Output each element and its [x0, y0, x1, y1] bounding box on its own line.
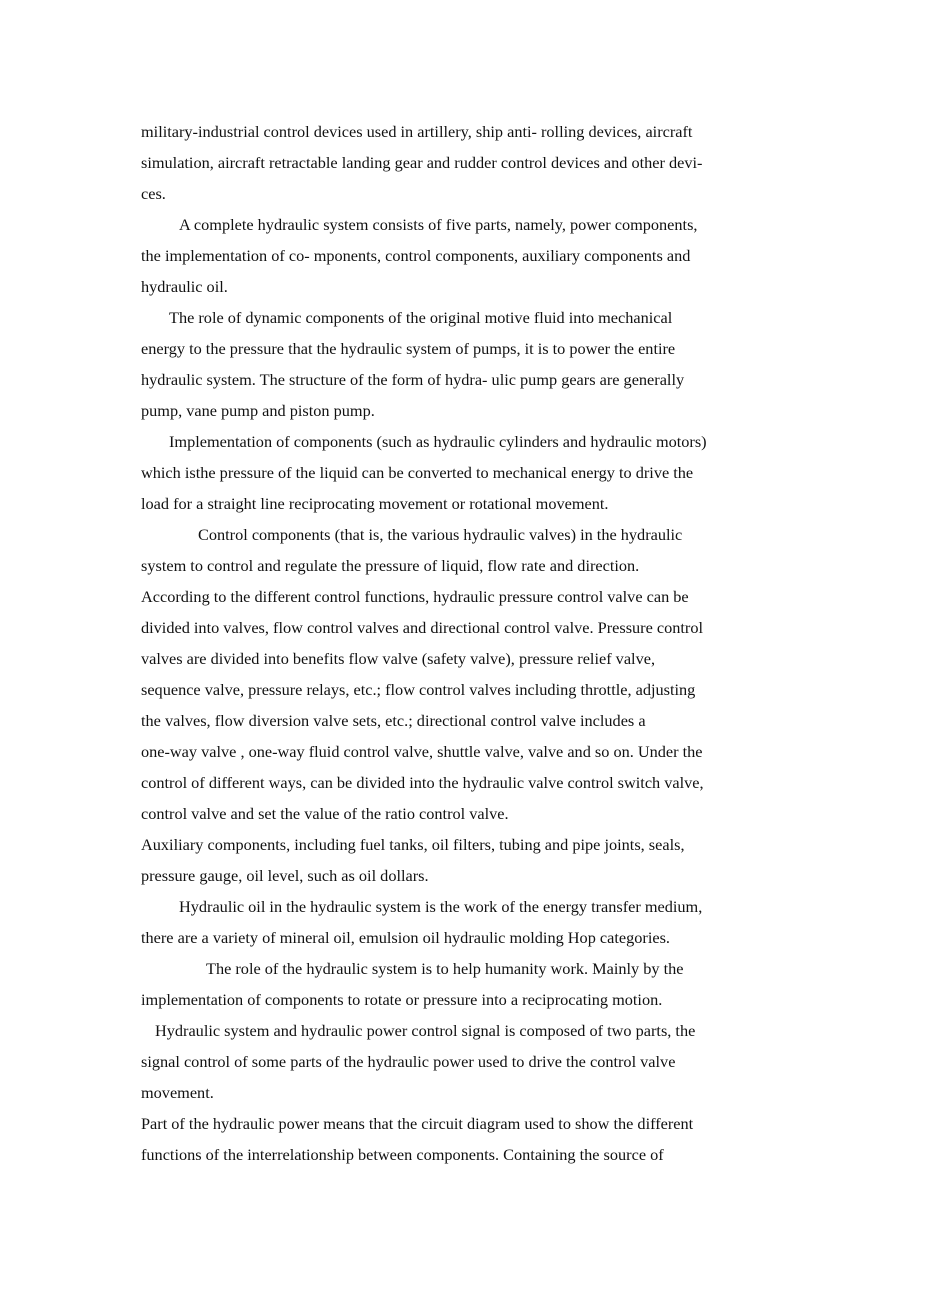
- paragraph: [141, 829, 791, 891]
- text-line: hydraulic system. The structure of the form of hydra- ulic pump gears are generally: [141, 370, 685, 389]
- text-line: one-way valve , one-way fluid control valve, shuttle valve, valve and so on. Under the: [141, 742, 703, 761]
- text-line: Hydraulic oil in the hydraulic system is the work of the energy transfer medium,: [179, 897, 703, 916]
- text-line: valves are divided into benefits flow valve (safety valve), pressure relief valve,: [141, 649, 656, 668]
- text-line: implementation of components to rotate or pressure into a reciprocating motion.: [141, 990, 663, 1009]
- document-body: [141, 116, 791, 1170]
- text-line: ces.: [141, 184, 166, 203]
- paragraph: [141, 891, 791, 953]
- text-line: load for a straight line reciprocating movement or rotational movement.: [141, 494, 609, 513]
- paragraph: [141, 426, 791, 519]
- text-line: signal control of some parts of the hydraulic power used to drive the control valve: [141, 1052, 676, 1071]
- text-line: Implementation of components (such as hydraulic cylinders and hydraulic motors): [169, 432, 707, 451]
- text-line: control valve and set the value of the ratio control valve.: [141, 804, 509, 823]
- text-line: The role of dynamic components of the original motive fluid into mechanical: [169, 308, 673, 327]
- text-line: Control components (that is, the various hydraulic valves) in the hydraulic: [198, 525, 683, 544]
- text-line: A complete hydraulic system consists of five parts, namely, power components,: [179, 215, 698, 234]
- text-line: control of different ways, can be divided into the hydraulic valve control switch valve,: [141, 773, 704, 792]
- text-line: there are a variety of mineral oil, emulsion oil hydraulic molding Hop categories.: [141, 928, 670, 947]
- text-line: energy to the pressure that the hydraulic system of pumps, it is to power the entire: [141, 339, 676, 358]
- text-line: Auxiliary components, including fuel tanks, oil filters, tubing and pipe joints, seals,: [141, 835, 685, 854]
- text-line: pressure gauge, oil level, such as oil dollars.: [141, 866, 429, 885]
- text-line: the implementation of co- mponents, control components, auxiliary components and: [141, 246, 691, 265]
- paragraph: [141, 953, 791, 1015]
- text-line: functions of the interrelationship between components. Containing the source of: [141, 1145, 664, 1164]
- text-line: simulation, aircraft retractable landing gear and rudder control devices and other devi-: [141, 153, 703, 172]
- text-line: system to control and regulate the pressure of liquid, flow rate and direction.: [141, 556, 640, 575]
- text-line: pump, vane pump and piston pump.: [141, 401, 375, 420]
- text-line: divided into valves, flow control valves and directional control valve. Pressure control: [141, 618, 704, 637]
- text-line: military-industrial control devices used in artillery, ship anti- rolling devices, aircraft: [141, 122, 693, 141]
- paragraph: [141, 1108, 791, 1170]
- paragraph: [141, 302, 791, 426]
- paragraph: [141, 116, 791, 209]
- paragraph: [141, 209, 791, 302]
- text-line: The role of the hydraulic system is to help humanity work. Mainly by the: [206, 959, 684, 978]
- text-line: Part of the hydraulic power means that the circuit diagram used to show the different: [141, 1114, 694, 1133]
- text-line: which isthe pressure of the liquid can be converted to mechanical energy to drive the: [141, 463, 694, 482]
- text-line: Hydraulic system and hydraulic power control signal is composed of two parts, the: [155, 1021, 696, 1040]
- text-line: hydraulic oil.: [141, 277, 228, 296]
- text-line: sequence valve, pressure relays, etc.; flow control valves including throttle, adjusting: [141, 680, 696, 699]
- text-line: movement.: [141, 1083, 214, 1102]
- text-line: the valves, flow diversion valve sets, etc.; directional control valve includes a: [141, 711, 646, 730]
- paragraph: [141, 1015, 791, 1108]
- paragraph: [141, 519, 791, 829]
- text-line: According to the different control functions, hydraulic pressure control valve can be: [141, 587, 689, 606]
